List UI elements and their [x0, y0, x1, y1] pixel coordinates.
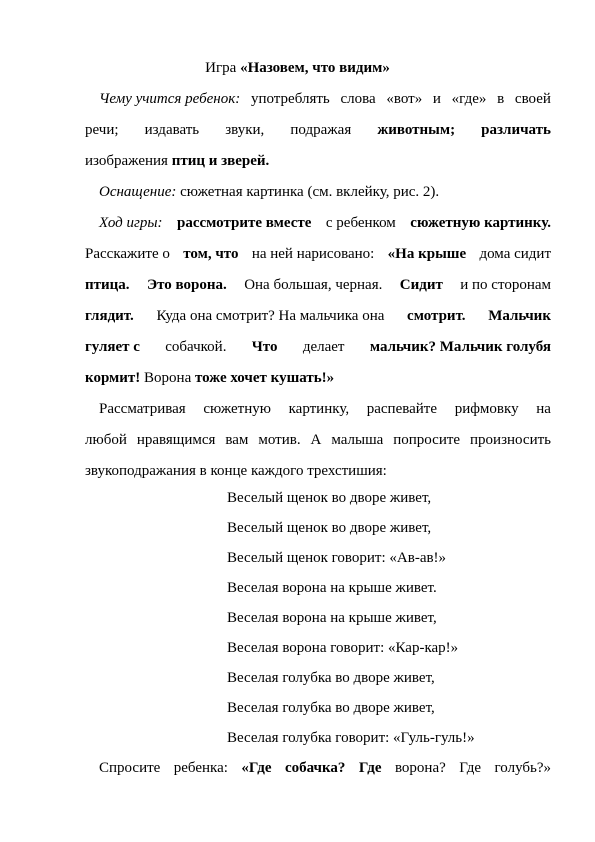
verse-line: Веселый щенок говорит: «Ав-ав!»	[227, 550, 447, 566]
verse-line: Веселая голубка во дворе живет,	[227, 700, 435, 716]
verse-line: Веселая ворона на крыше живет.	[227, 580, 437, 596]
paragraph-line: Спросите ребенка: «Где собачка? Где ворона? Где голубь?»	[99, 760, 551, 776]
paragraph-line: изображения птиц и зверей.	[85, 153, 270, 169]
paragraph-line: Оснащение: сюжетная картинка (см. вклейку, рис. 2).	[99, 184, 440, 200]
paragraph-line: Ход игры: рассмотрите вместе с ребенком сюжетную картинку.	[99, 215, 551, 231]
paragraph-line: глядит. Куда она смотрит? На мальчика она смотрит. Мальчик	[85, 308, 551, 324]
paragraph-line: Чему учится ребенок: употреблять слова «вот» и «где» в своей	[99, 91, 551, 107]
verse-line: Веселая ворона на крыше живет,	[227, 610, 437, 626]
paragraph-line: птица. Это ворона. Она большая, черная. Сидит и по сторонам	[85, 277, 551, 293]
verse-line: Веселая ворона говорит: «Кар-кар!»	[227, 640, 459, 656]
paragraph-line: звукоподражания в конце каждого трехстишия:	[85, 463, 387, 479]
paragraph-line: Рассматривая сюжетную картинку, распевайте рифмовку на	[99, 401, 551, 417]
verse-line: Веселая голубка говорит: «Гуль-гуль!»	[227, 730, 475, 746]
paragraph-line: гуляет с собачкой. Что делает мальчик? Мальчик голубя	[85, 339, 551, 355]
verse-line: Веселая голубка во дворе живет,	[227, 670, 435, 686]
paragraph-line: Расскажите о том, что на ней нарисовано: «На крыше дома сидит	[85, 246, 551, 262]
verse-line: Веселый щенок во дворе живет,	[227, 520, 432, 536]
verse-line: Веселый щенок во дворе живет,	[227, 490, 432, 506]
paragraph-line: кормит! Ворона тоже хочет кушать!»	[85, 370, 335, 386]
paragraph-line: речи; издавать звуки, подражая животным; различать	[85, 122, 551, 138]
page-title: Игра «Назовем, что видим»	[205, 60, 390, 76]
paragraph-line: любой нравящимся вам мотив. А малыша попросите произносить	[85, 432, 551, 448]
